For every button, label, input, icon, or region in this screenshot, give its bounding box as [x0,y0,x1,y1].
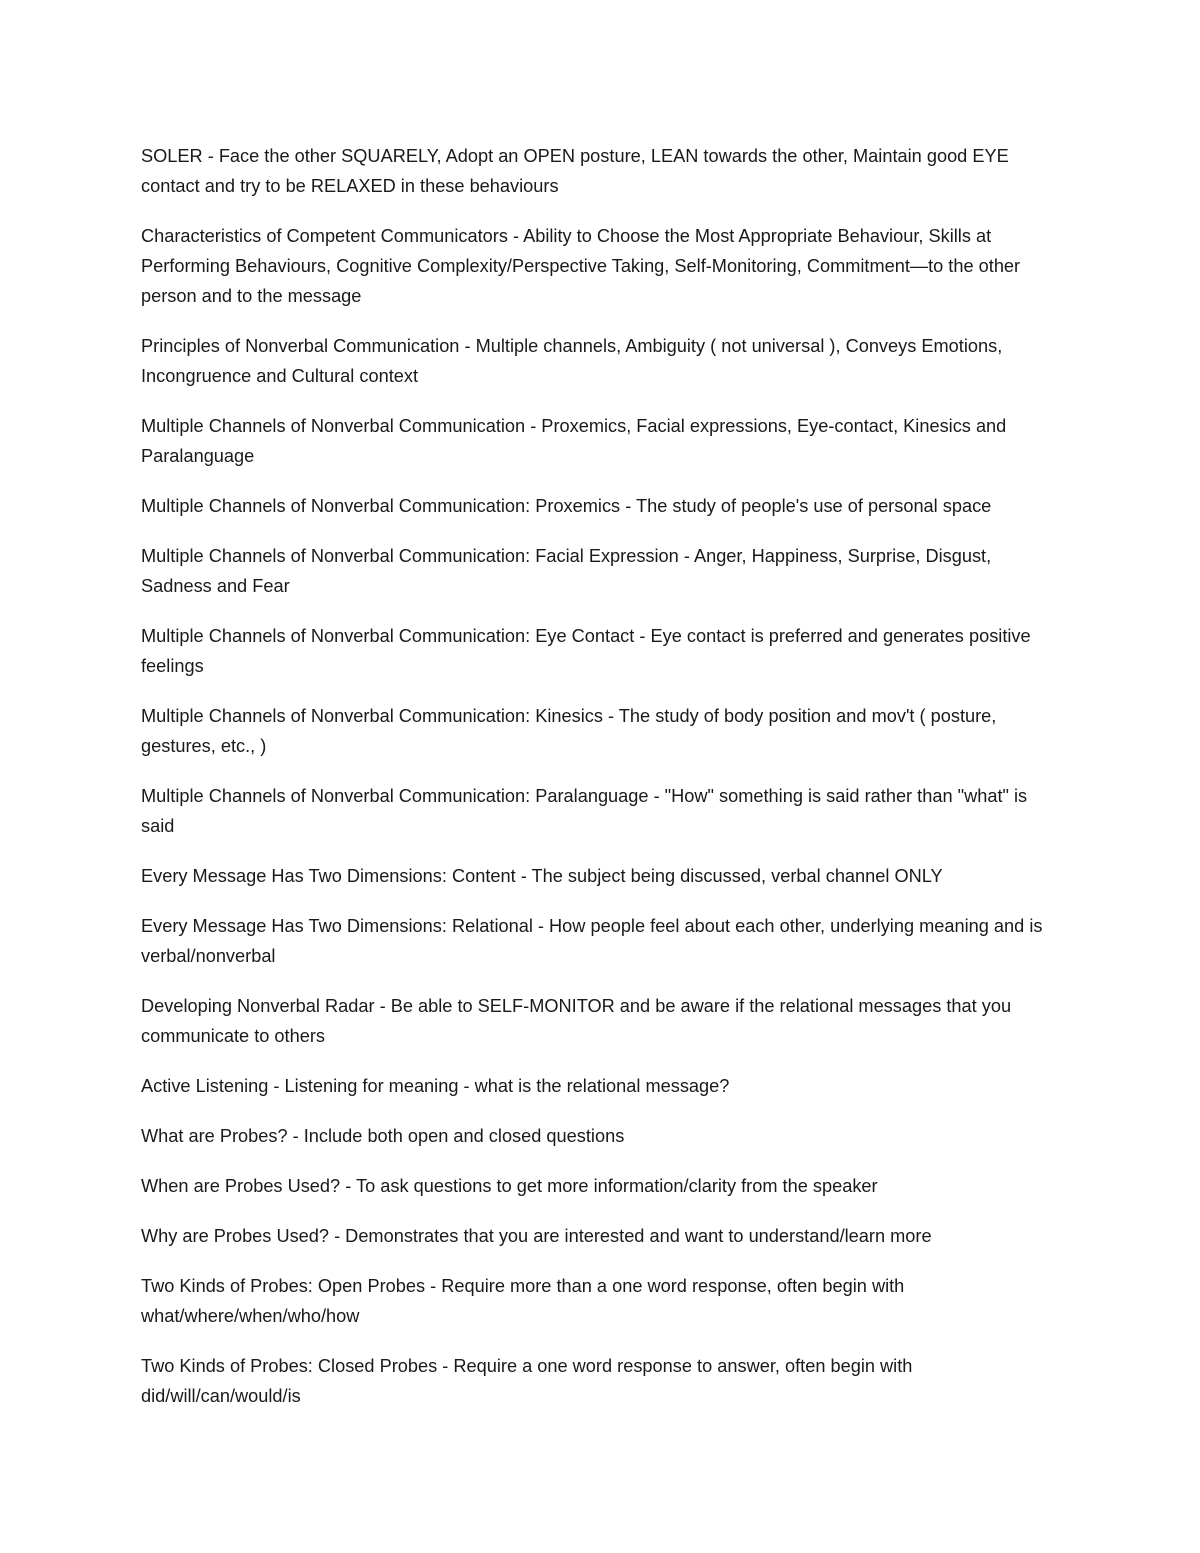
entry-proxemics: Multiple Channels of Nonverbal Communication: Proxemics - The study of people's use of personal space [141,496,992,516]
entry-kinesics: Multiple Channels of Nonverbal Communication: Kinesics - The study of body position and mov't ( posture, gestures, etc., ) [141,706,997,756]
entry-multiple-channels: Multiple Channels of Nonverbal Communication - Proxemics, Facial expressions, Eye-contact, Kinesics and Paralanguage [141,416,1007,466]
entry-principles-nonverbal: Principles of Nonverbal Communication - Multiple channels, Ambiguity ( not universal ), Conveys Emotions, Incongruence and Cultural context [141,336,1003,386]
document-body [141,141,1061,1431]
entry-nonverbal-radar: Developing Nonverbal Radar - Be able to SELF-MONITOR and be aware if the relational messages that you communicate to others [141,996,1012,1046]
entry-competent-communicators: Characteristics of Competent Communicators - Ability to Choose the Most Appropriate Behaviour, Skills at Performing Behaviours, Cognitive Complexity/Perspective Taking, Self-Monitoring, Commitment—to the other person and to the message [141,226,1021,306]
entry-active-listening: Active Listening - Listening for meaning - what is the relational message? [141,1076,730,1096]
entry-what-are-probes: What are Probes? - Include both open and closed questions [141,1126,625,1146]
entry-relational-dimension: Every Message Has Two Dimensions: Relational - How people feel about each other, underlying meaning and is verbal/nonverbal [141,916,1043,966]
entry-when-probes-used: When are Probes Used? - To ask questions to get more information/clarity from the speaker [141,1176,878,1196]
entry-why-probes-used: Why are Probes Used? - Demonstrates that you are interested and want to understand/learn more [141,1226,932,1246]
entry-facial-expression: Multiple Channels of Nonverbal Communication: Facial Expression - Anger, Happiness, Surprise, Disgust, Sadness and Fear [141,546,992,596]
entry-content-dimension: Every Message Has Two Dimensions: Content - The subject being discussed, verbal channel ONLY [141,866,943,886]
entry-closed-probes: Two Kinds of Probes: Closed Probes - Require a one word response to answer, often begin with did/will/can/would/is [141,1356,913,1406]
entry-paralanguage: Multiple Channels of Nonverbal Communication: Paralanguage - "How" something is said rather than "what" is said [141,786,1028,836]
entry-soler: SOLER - Face the other SQUARELY, Adopt an OPEN posture, LEAN towards the other, Maintain good EYE contact and try to be RELAXED in these behaviours [141,146,1009,196]
entry-eye-contact: Multiple Channels of Nonverbal Communication: Eye Contact - Eye contact is preferred and generates positive feelings [141,626,1031,676]
entry-open-probes: Two Kinds of Probes: Open Probes - Require more than a one word response, often begin with what/where/when/who/how [141,1276,905,1326]
